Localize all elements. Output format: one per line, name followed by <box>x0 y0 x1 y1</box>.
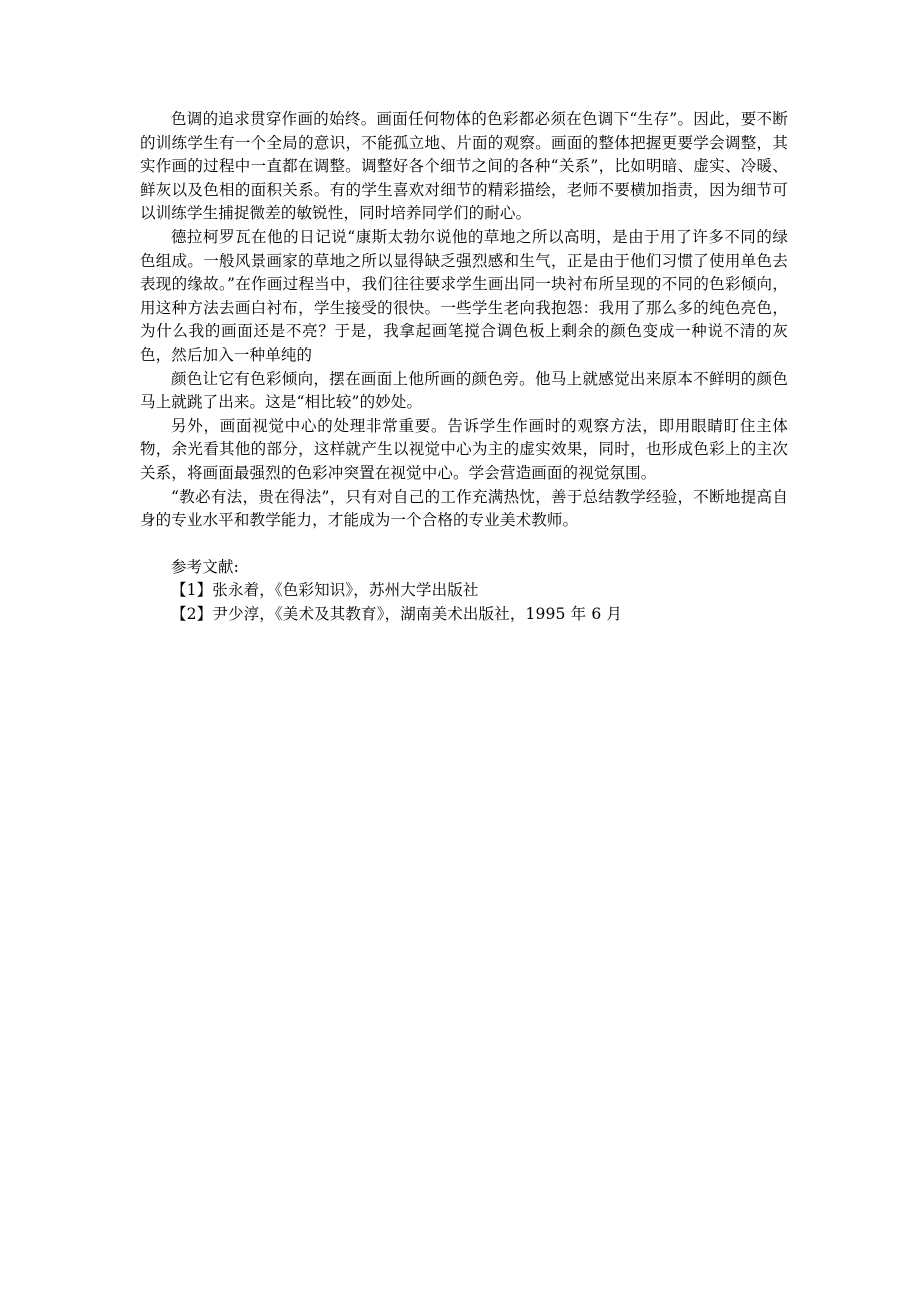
paragraph-tone: 色调的追求贯穿作画的始终。画面任何物体的色彩都必须在色调下“生存”。因此，要不断的训练学生有一个全局的意识，不能孤立地、片面的观察。画面的整体把握更要学会调整，其实作画的过程中一直都在调整。调整好各个细节之间的各种“关系”，比如明暗、虚实、冷暖、鲜灰以及色相的面积关系。有的学生喜欢对细节的精彩描绘，老师不要横加指责，因为细节可以训练学生捕捉微差的敏锐性，同时培养同学们的耐心。 <box>140 110 788 223</box>
paragraph-visual-center: 另外，画面视觉中心的处理非常重要。告诉学生作画时的观察方法，即用眼睛盯住主体物，余光看其他的部分，这样就产生以视觉中心为主的虚实效果，同时，也形成色彩上的主次关系，将画面最强烈的色彩冲突置在视觉中心。学会营造画面的视觉氛围。 <box>140 416 788 482</box>
paragraph-conclusion: “教必有法，贵在得法”，只有对自己的工作充满热忱，善于总结教学经验，不断地提高自身的专业水平和教学能力，才能成为一个合格的专业美术教师。 <box>140 487 788 530</box>
paragraph-delacroix: 德拉柯罗瓦在他的日记说“康斯太勃尔说他的草地之所以高明，是由于用了许多不同的绿色组成。一般风景画家的草地之所以显得缺乏强烈感和生气，正是由于他们习惯了使用单色去表现的缘故。”在作画过程当中，我们往往要求学生画出同一块衬布所呈现的不同的色彩倾向，用这种方法去画白衬布，学生接受的很快。一些学生老向我抱怨：我用了那么多的纯色亮色，为什么我的画面还是不亮？于是，我拿起画笔搅合调色板上剩余的颜色变成一种说不清的灰色，然后加入一种单纯的 <box>140 227 788 364</box>
reference-item: 【1】张永着，《色彩知识》，苏州大学出版社 <box>171 581 479 600</box>
paragraph-contrast: 颜色让它有色彩倾向，摆在画面上他所画的颜色旁。他马上就感觉出来原本不鲜明的颜色马上就跳了出来。这是“相比较”的妙处。 <box>140 369 788 412</box>
article-body <box>140 108 788 626</box>
references-section <box>140 556 788 627</box>
reference-item: 【2】尹少淳，《美术及其教育》，湖南美术出版社，1995 年 6 月 <box>171 604 623 623</box>
references-heading: 参考文献: <box>171 557 239 576</box>
